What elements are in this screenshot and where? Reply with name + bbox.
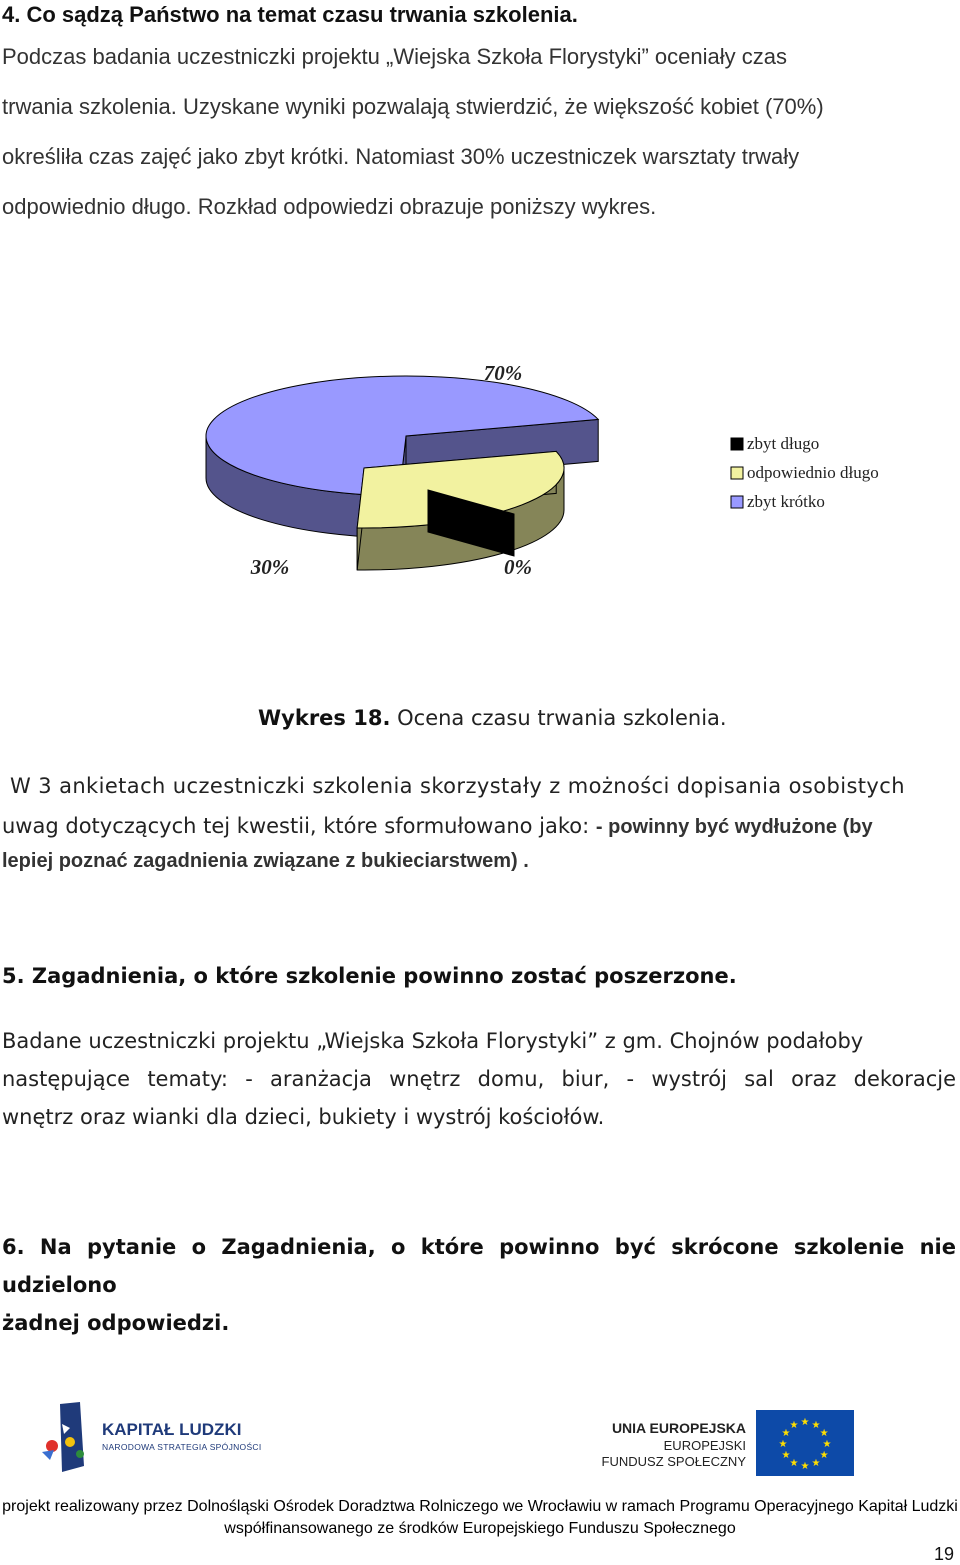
section-4-heading: 4. Co sądzą Państwo na temat czasu trwania szkolenia.: [2, 2, 578, 27]
paragraph-line: trwania szkolenia. Uzyskane wyniki pozwalają stwierdzić, że większość kobiet (70%): [2, 94, 824, 119]
chart-legend: [731, 434, 879, 511]
legend-label-1: odpowiednio długo: [747, 463, 879, 482]
eu-star-icon: ★: [781, 1450, 791, 1461]
comments-line-1: W 3 ankietach uczestniczki szkolenia skorzystały z możności dopisania osobistych: [10, 774, 905, 798]
pie-chart: [0, 340, 960, 600]
kapital-ludzki-title: KAPITAŁ LUDZKI: [102, 1420, 242, 1439]
legend-swatch-0: [731, 438, 743, 450]
eu-star-icon: ★: [800, 1417, 810, 1428]
kapital-ludzki-emblem-icon: [40, 1402, 96, 1472]
eu-star-icon: ★: [778, 1439, 788, 1450]
footer-line-1: projekt realizowany przez Dolnośląski Ośrodek Doradztwa Rolniczego we Wrocławiu w ramach Programu Operacyjnego Kapitał Ludzki: [2, 1498, 958, 1515]
eu-star-icon: ★: [811, 1419, 821, 1431]
eu-star-icon: ★: [781, 1428, 791, 1439]
chart-caption: [258, 706, 727, 730]
section-6-line: 6. Na pytanie o Zagadnienia, o które powinno być skrócone szkolenie nie udzielono: [2, 1235, 956, 1297]
eu-star-icon: ★: [819, 1450, 829, 1461]
caption-text: Ocena czasu trwania szkolenia.: [390, 706, 727, 730]
eu-line-2: EUROPEJSKI: [663, 1438, 746, 1453]
comments-bold: - powinny być wydłużone (by: [595, 816, 873, 838]
pie-slices: [206, 376, 598, 570]
section-6-heading: [2, 1228, 956, 1342]
comments-line-2: [2, 814, 956, 839]
data-label-2: 70%: [483, 361, 523, 385]
eu-star-icon: ★: [789, 1419, 799, 1431]
eu-star-icon: ★: [822, 1439, 832, 1450]
paragraph-line: określiła czas zajęć jako zbyt krótki. Natomiast 30% uczestniczek warsztaty trwały: [2, 144, 800, 169]
paragraph-line: Podczas badania uczestniczki projektu „Wiejska Szkoła Florystyki” oceniały czas: [2, 44, 787, 69]
section-5-line: wnętrz oraz wianki dla dzieci, bukiety i wystrój kościołów.: [2, 1105, 605, 1129]
paragraph-line: odpowiednio długo. Rozkład odpowiedzi obrazuje poniższy wykres.: [2, 194, 657, 219]
section-5-line: Badane uczestniczki projektu „Wiejska Szkoła Florystyki” z gm. Chojnów podałoby: [2, 1029, 864, 1053]
kapital-ludzki-subtitle: NARODOWA STRATEGIA SPÓJNOŚCI: [102, 1442, 262, 1452]
legend-label-2: zbyt krótko: [747, 492, 825, 511]
caption-number: Wykres 18.: [258, 706, 391, 730]
page-number: 19: [933, 1544, 954, 1564]
eu-star-icon: ★: [819, 1428, 829, 1439]
kapital-ludzki-logo: [40, 1402, 270, 1474]
footer-line-2: współfinansowanego ze środków Europejskiego Funduszu Społecznego: [224, 1520, 736, 1537]
section-5-paragraph: [2, 1022, 956, 1136]
eu-star-icon: ★: [800, 1461, 810, 1472]
legend-swatch-2: [731, 496, 743, 508]
legend-label-0: zbyt długo: [747, 434, 820, 453]
data-label-0: 0%: [504, 555, 532, 579]
eu-star-icon: ★: [811, 1458, 821, 1470]
section-5-heading: 5. Zagadnienia, o które szkolenie powinno zostać poszerzone.: [2, 964, 737, 988]
legend-swatch-1: [731, 467, 743, 479]
data-label-1: 30%: [250, 555, 290, 579]
section-5-line: następujące tematy: - aranżacja wnętrz domu, biur, - wystrój sal oraz dekoracje: [2, 1067, 956, 1091]
section-4-paragraph: [2, 32, 956, 232]
eu-flag-icon: [756, 1410, 854, 1476]
eu-star-icon: ★: [789, 1458, 799, 1470]
eu-logo: [601, 1410, 858, 1480]
eu-line-1: UNIA EUROPEJSKA: [611, 1420, 746, 1436]
eu-line-3: FUNDUSZ SPOŁECZNY: [601, 1454, 746, 1469]
section-6-line: żadnej odpowiedzi.: [2, 1311, 230, 1335]
comments-line-3: lepiej poznać zagadnienia związane z bukieciarstwem) .: [2, 850, 529, 872]
comments-plain: uwag dotyczących tej kwestii, które sformułowano jako:: [2, 814, 596, 838]
